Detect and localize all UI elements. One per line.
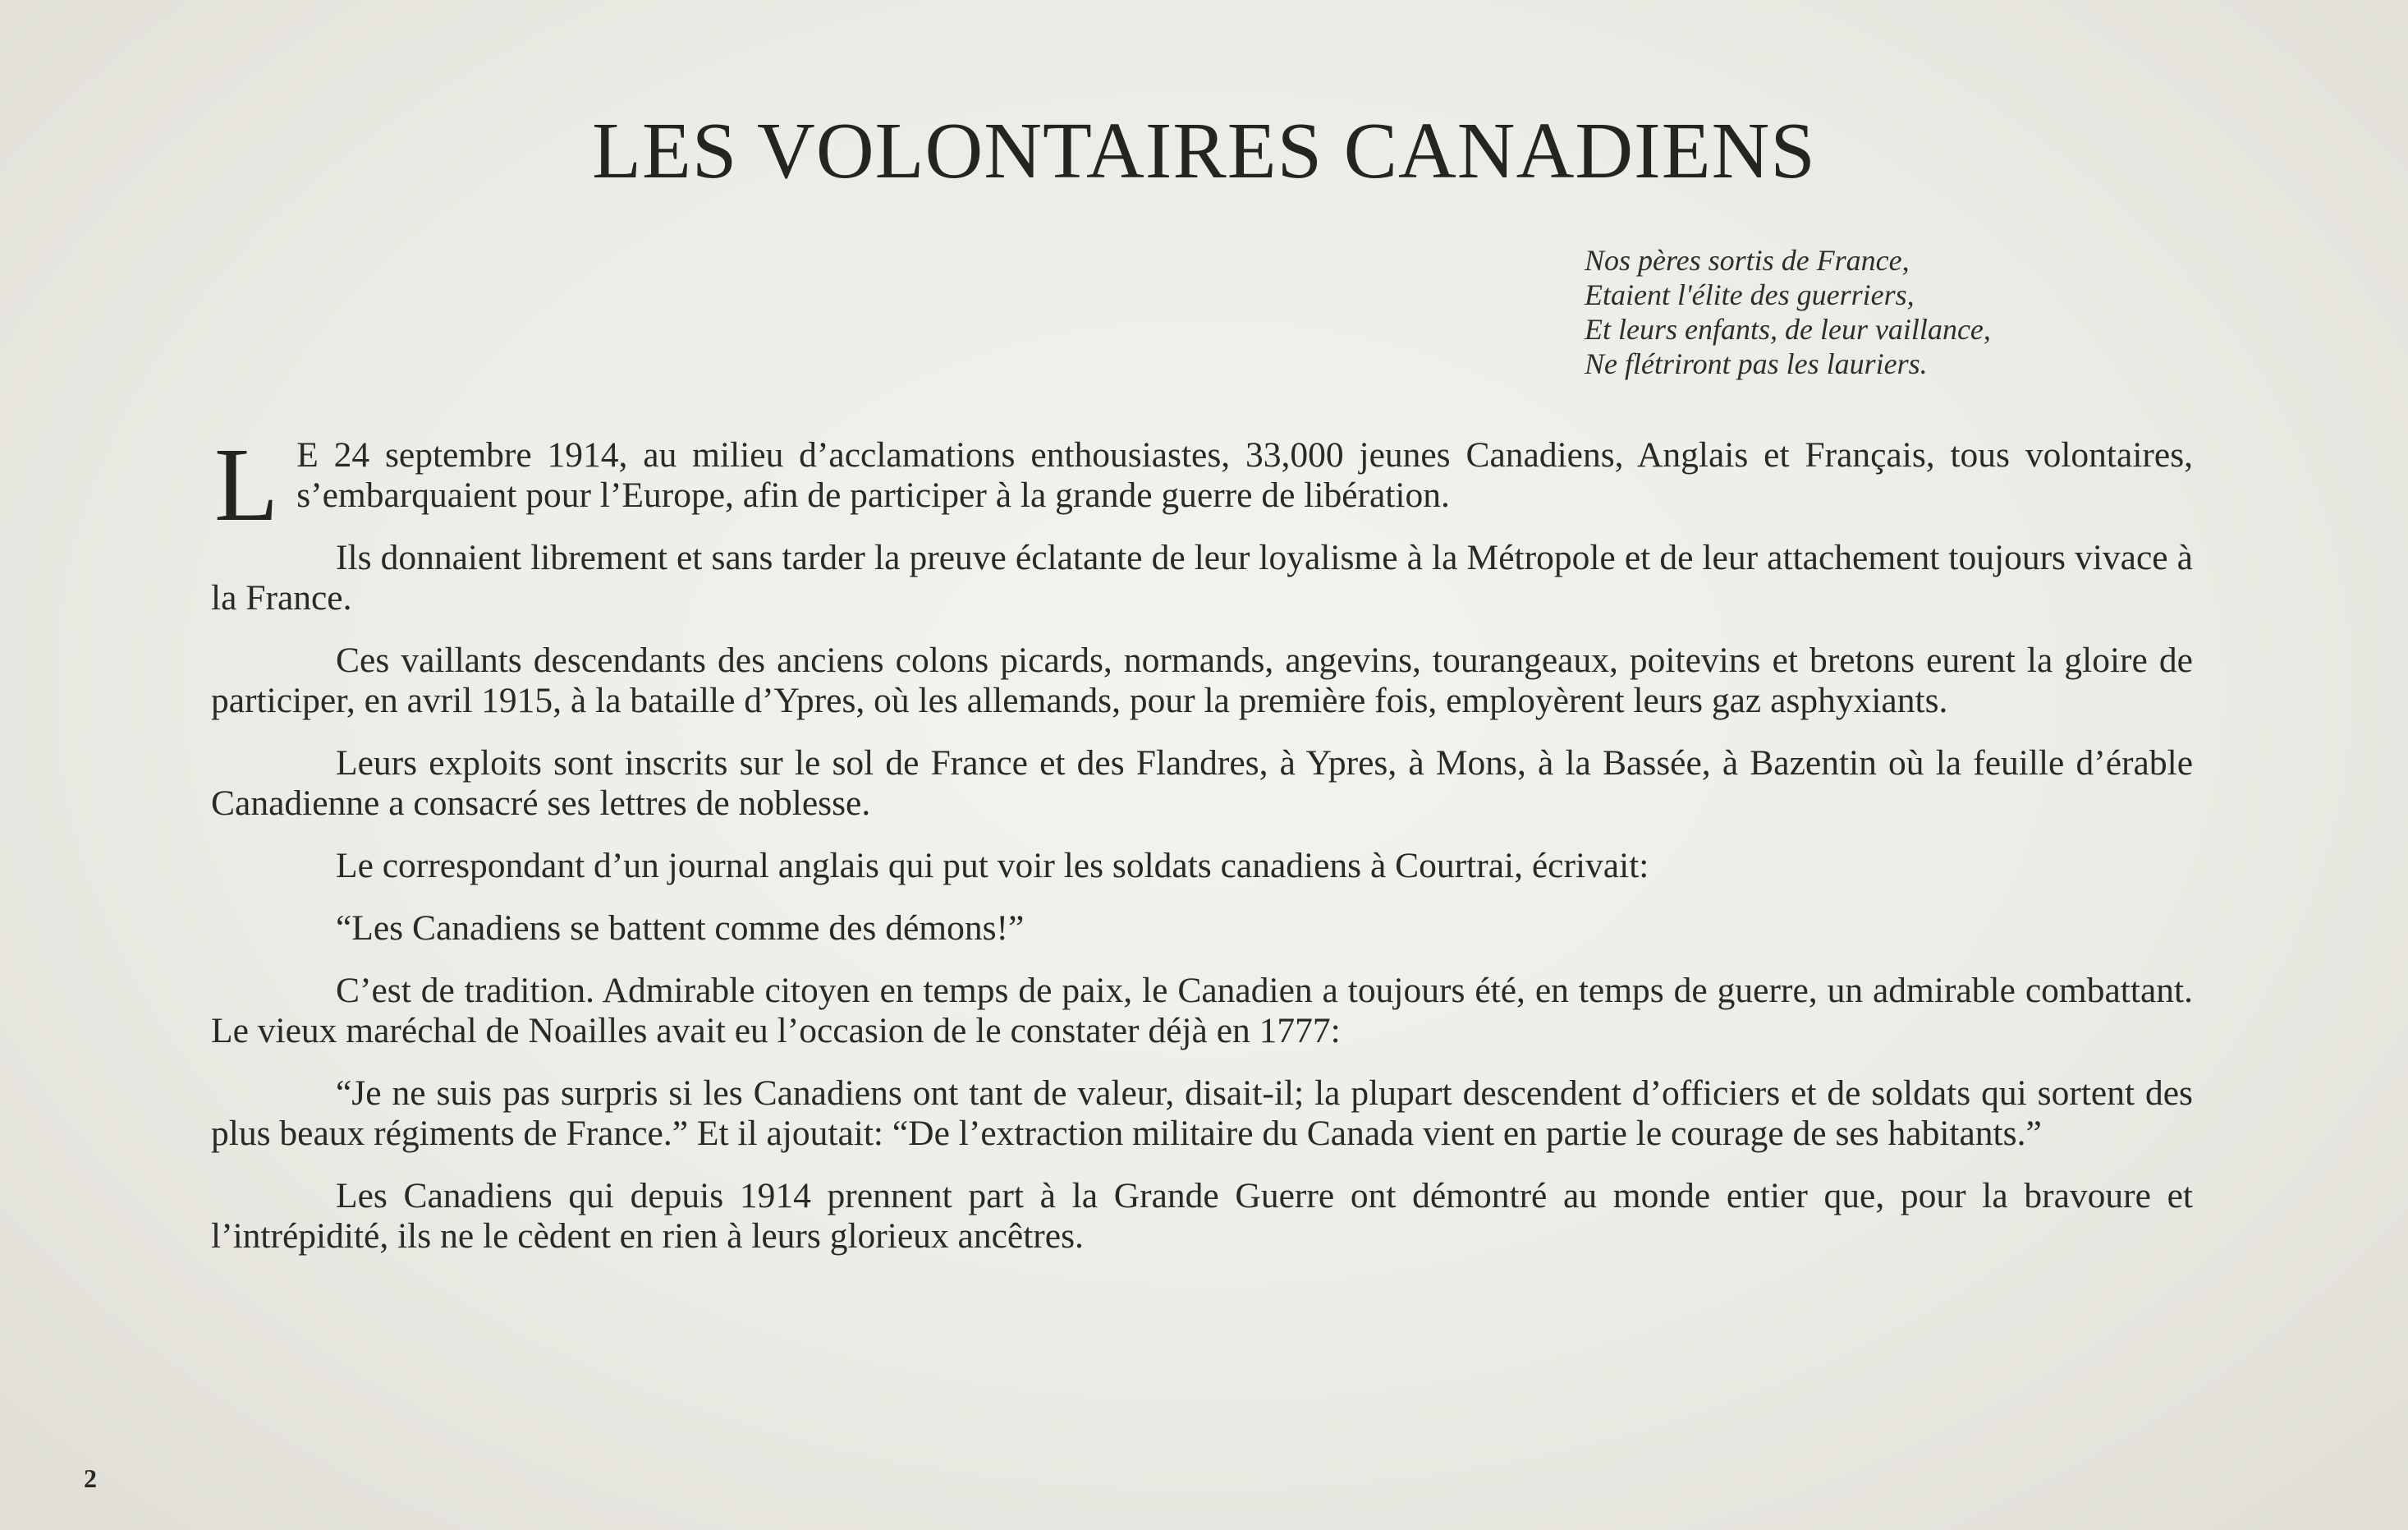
page-title: LES VOLONTAIRES CANADIENS [592, 107, 1816, 195]
paragraph-6-quote: “Les Canadiens se battent comme des démons!” [336, 908, 1025, 948]
page-number: 2 [84, 1463, 97, 1493]
epigraph-line: Etaient l'élite des guerriers, [1585, 278, 1915, 311]
paragraph-5: Le correspondant d’un journal anglais qui put voir les soldats canadiens à Courtrai, écrivait: [336, 846, 1649, 885]
paragraph-9: Les Canadiens qui depuis 1914 prennent part à la Grande Guerre ont démontré au monde entier que, pour la bravoure et l’intrépidité, ils ne le cèdent en rien à leurs glorieux ancêtres. [211, 1176, 2193, 1256]
paragraph-4: Leurs exploits sont inscrits sur le sol de France et des Flandres, à Ypres, à Mons, à la Bassée, à Bazentin où la feuille d’érable Canadienne a consacré ses lettres de noblesse. [211, 743, 2193, 823]
epigraph-verse [1585, 243, 2143, 381]
paragraph-7: C’est de tradition. Admirable citoyen en temps de paix, le Canadien a toujours été, en temps de guerre, un admirable combattant. Le vieux maréchal de Noailles avait eu l’occasion de le constater déjà en 1777: [211, 971, 2193, 1050]
article-body [211, 426, 2193, 1279]
paragraph-8-quote: “Je ne suis pas surpris si les Canadiens ont tant de valeur, disait-il; la plupart descendent d’officiers et de soldats qui sortent des plus beaux régiments de France.” Et il ajoutait: “De l’extraction militaire du Canada vient en partie le courage de ses habitants.” [211, 1073, 2193, 1153]
paragraph-1-text: E 24 septembre 1914, au milieu d’acclamations enthousiastes, 33,000 jeunes Canadiens, Anglais et Français, tous volontaires, s’embarquaient pour l’Europe, afin de participer à la grande guerre de libération. [296, 435, 2193, 515]
epigraph-line: Nos pères sortis de France, [1585, 244, 1910, 277]
epigraph-line: Et leurs enfants, de leur vaillance, [1585, 313, 1991, 346]
drop-cap: L [214, 426, 279, 543]
epigraph-line: Ne flétriront pas les lauriers. [1585, 347, 1928, 380]
paragraph-2: Ils donnaient librement et sans tarder la preuve éclatante de leur loyalisme à la Métropole et de leur attachement toujours vivace à la France. [211, 538, 2193, 618]
paragraph-3: Ces vaillants descendants des anciens colons picards, normands, angevins, tourangeaux, poitevins et bretons eurent la gloire de participer, en avril 1915, à la bataille d’Ypres, où les allemands, pour la première fois, employèrent leurs gaz asphyxiants. [211, 641, 2193, 720]
paragraph-1 [211, 426, 2193, 543]
